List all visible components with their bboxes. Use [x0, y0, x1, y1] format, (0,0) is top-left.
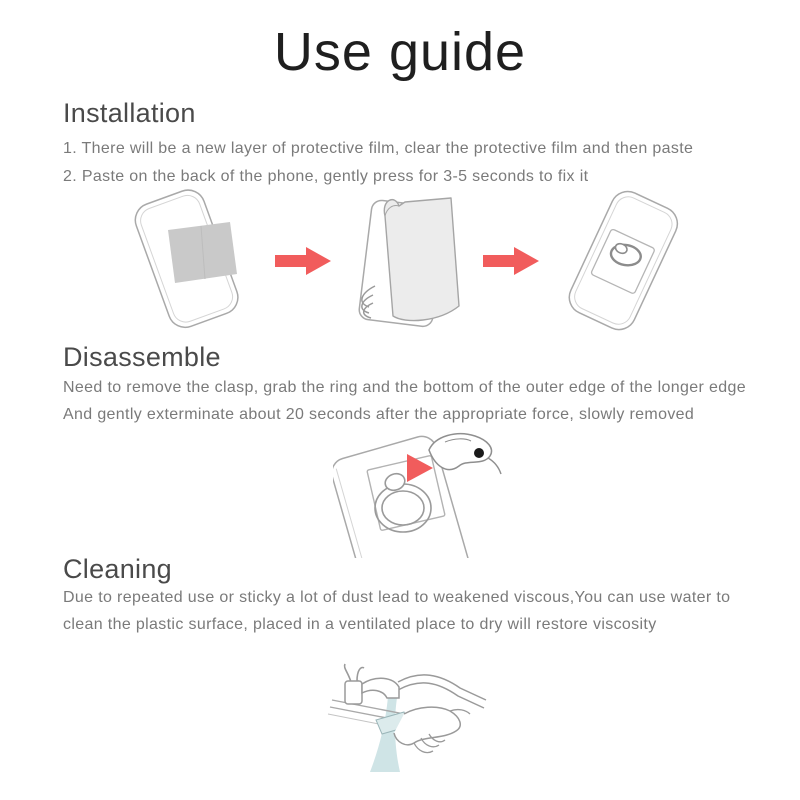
- phone-peeling-film-illustration: [347, 190, 469, 332]
- phone-with-protective-film-illustration: [111, 188, 261, 333]
- disassemble-instruction-1: Need to remove the clasp, grab the ring and the bottom of the outer edge of the longer edge: [63, 379, 746, 396]
- rinse-under-faucet-illustration: [318, 648, 508, 798]
- ring-removal-illustration: [333, 428, 518, 558]
- cleaning-instruction-1: Due to repeated use or sticky a lot of dust lead to weakened viscous,You can use water to: [63, 589, 731, 606]
- arrow-right-icon: [275, 246, 333, 276]
- cleaning-instruction-2: clean the plastic surface, placed in a ventilated place to dry will restore viscosity: [63, 616, 657, 633]
- installation-step-2: 2. Paste on the back of the phone, gently press for 3-5 seconds to fix it: [63, 168, 589, 185]
- phone-with-ring-holder-illustration: [555, 190, 690, 332]
- arrow-right-icon: [483, 246, 541, 276]
- disassemble-instruction-2: And gently exterminate about 20 seconds after the appropriate force, slowly removed: [63, 406, 695, 423]
- installation-step-1: 1. There will be a new layer of protective film, clear the protective film and then paste: [63, 140, 694, 157]
- section-heading-cleaning: Cleaning: [63, 554, 172, 584]
- section-heading-disassemble: Disassemble: [63, 342, 221, 372]
- section-heading-installation: Installation: [63, 98, 196, 128]
- page-title: Use guide: [273, 22, 527, 82]
- installation-illustration-row: [0, 188, 800, 333]
